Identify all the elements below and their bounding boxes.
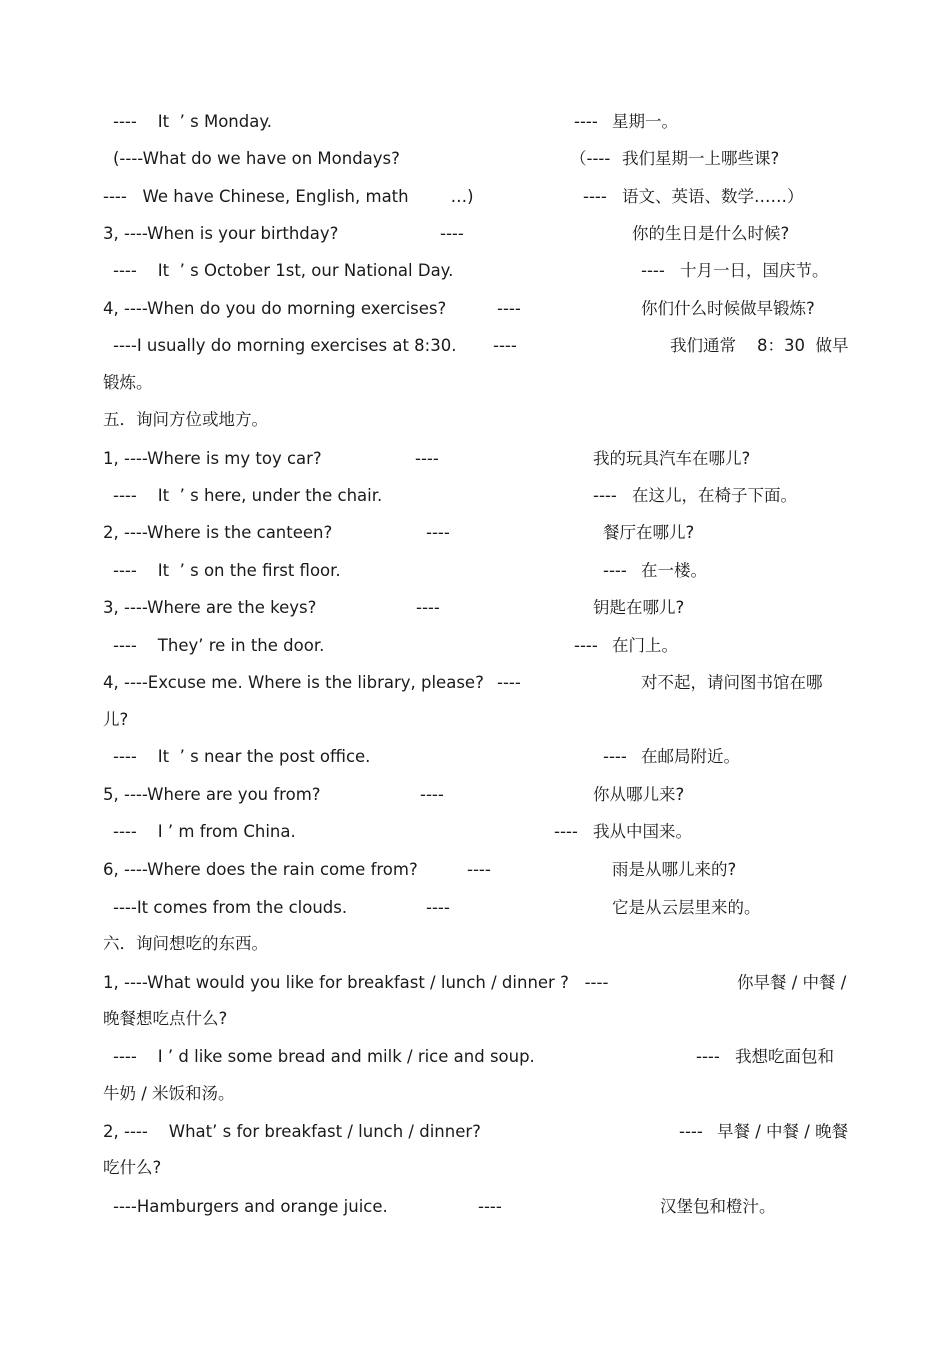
dash-separator: ---- bbox=[493, 336, 517, 355]
chinese-text: 我们星期一上哪些课? bbox=[622, 149, 780, 168]
english-text: 2, ----Where is the canteen? bbox=[103, 523, 333, 542]
section-heading: 五．询问方位或地方。 bbox=[103, 410, 268, 429]
dash-separator: ---- bbox=[497, 299, 521, 318]
chinese-text: 对不起，请问图书馆在哪 bbox=[641, 673, 823, 692]
chinese-text: 在门上。 bbox=[612, 636, 678, 655]
chinese-text: 钥匙在哪儿? bbox=[593, 598, 685, 617]
english-text: ---- It ’ s October 1st, our National Day. bbox=[113, 261, 454, 280]
dash-separator: ---- bbox=[467, 860, 491, 879]
english-text: ---- It ’ s here, under the chair. bbox=[113, 486, 383, 505]
english-text: ----Hamburgers and orange juice. bbox=[113, 1197, 388, 1216]
english-text: ---- They’ re in the door. bbox=[113, 636, 325, 655]
english-text: 6, ----Where does the rain come from? bbox=[103, 860, 418, 879]
english-text: 4, ----When do you do morning exercises? bbox=[103, 299, 447, 318]
english-text: ---- We have Chinese, English, math …) bbox=[103, 187, 474, 206]
dash-separator: ---- bbox=[416, 598, 440, 617]
dash-separator: ---- bbox=[603, 561, 627, 580]
english-text: ---- It ’ s near the post office. bbox=[113, 747, 371, 766]
continuation-text: 锻炼。 bbox=[103, 373, 153, 392]
section-heading: 六．询问想吃的东西。 bbox=[103, 934, 268, 953]
dash-separator: ---- bbox=[574, 112, 598, 131]
english-text: ---- It ’ s Monday. bbox=[113, 112, 272, 131]
chinese-text: 汉堡包和橙汁。 bbox=[660, 1197, 776, 1216]
english-text: 5, ----Where are you from? bbox=[103, 785, 321, 804]
chinese-text: 星期一。 bbox=[612, 112, 678, 131]
chinese-text: 雨是从哪儿来的? bbox=[612, 860, 737, 879]
dash-separator: ---- bbox=[426, 898, 450, 917]
dash-separator: ---- bbox=[583, 187, 607, 206]
chinese-text: 我从中国来。 bbox=[593, 822, 692, 841]
dash-separator: ---- bbox=[426, 523, 450, 542]
dash-separator: ---- bbox=[603, 747, 627, 766]
dash-separator: ---- bbox=[574, 636, 598, 655]
english-text: 2, ---- What’ s for breakfast / lunch / dinner? bbox=[103, 1122, 481, 1141]
dash-separator: ---- bbox=[478, 1197, 502, 1216]
chinese-text: 你早餐 / 中餐 / bbox=[737, 973, 847, 992]
dash-separator: ---- bbox=[554, 822, 578, 841]
chinese-text: 我的玩具汽车在哪儿? bbox=[593, 449, 751, 468]
dash-separator: ---- bbox=[641, 261, 665, 280]
dash-separator: ---- bbox=[497, 673, 521, 692]
dash-separator: ---- bbox=[415, 449, 439, 468]
english-text: ---- I ’ m from China. bbox=[113, 822, 296, 841]
english-text: ----It comes from the clouds. bbox=[113, 898, 348, 917]
chinese-text: 你们什么时候做早锻炼? bbox=[641, 299, 815, 318]
dash-separator: （---- bbox=[570, 149, 611, 168]
chinese-text: 在一楼。 bbox=[641, 561, 707, 580]
chinese-text: 你的生日是什么时候? bbox=[632, 224, 790, 243]
chinese-text: 你从哪儿来? bbox=[593, 785, 685, 804]
continuation-text: 晚餐想吃点什么? bbox=[103, 1009, 228, 1028]
dash-separator: ---- bbox=[593, 486, 617, 505]
chinese-text: 餐厅在哪儿? bbox=[603, 523, 695, 542]
chinese-text: 它是从云层里来的。 bbox=[612, 898, 761, 917]
chinese-text: 语文、英语、数学……） bbox=[622, 187, 804, 206]
english-text: ---- I ’ d like some bread and milk / rice and soup. bbox=[113, 1047, 535, 1066]
english-text: 4, ----Excuse me. Where is the library, please? bbox=[103, 673, 484, 692]
dash-separator: ---- bbox=[440, 224, 464, 243]
chinese-text: 我想吃面包和 bbox=[735, 1047, 834, 1066]
english-text: 3, ----When is your birthday? bbox=[103, 224, 339, 243]
chinese-text: 我们通常 8：30 做早 bbox=[670, 336, 849, 355]
chinese-text: 在这儿，在椅子下面。 bbox=[632, 486, 797, 505]
dash-separator: ---- bbox=[420, 785, 444, 804]
english-text: ---- It ’ s on the first floor. bbox=[113, 561, 341, 580]
english-text: ----I usually do morning exercises at 8:30. bbox=[113, 336, 457, 355]
chinese-text: 早餐 / 中餐 / 晚餐 bbox=[717, 1122, 849, 1141]
chinese-text: 十月一日，国庆节。 bbox=[680, 261, 829, 280]
dash-separator: ---- bbox=[696, 1047, 720, 1066]
continuation-text: 吃什么? bbox=[103, 1158, 162, 1177]
english-text: (----What do we have on Mondays? bbox=[113, 149, 400, 168]
continuation-text: 牛奶 / 米饭和汤。 bbox=[103, 1084, 235, 1103]
chinese-text: 在邮局附近。 bbox=[641, 747, 740, 766]
continuation-text: 儿? bbox=[103, 710, 129, 729]
dash-separator: ---- bbox=[679, 1122, 703, 1141]
english-text: 1, ----What would you like for breakfast / lunch / dinner ? ---- bbox=[103, 973, 609, 992]
english-text: 1, ----Where is my toy car? bbox=[103, 449, 322, 468]
english-text: 3, ----Where are the keys? bbox=[103, 598, 317, 617]
